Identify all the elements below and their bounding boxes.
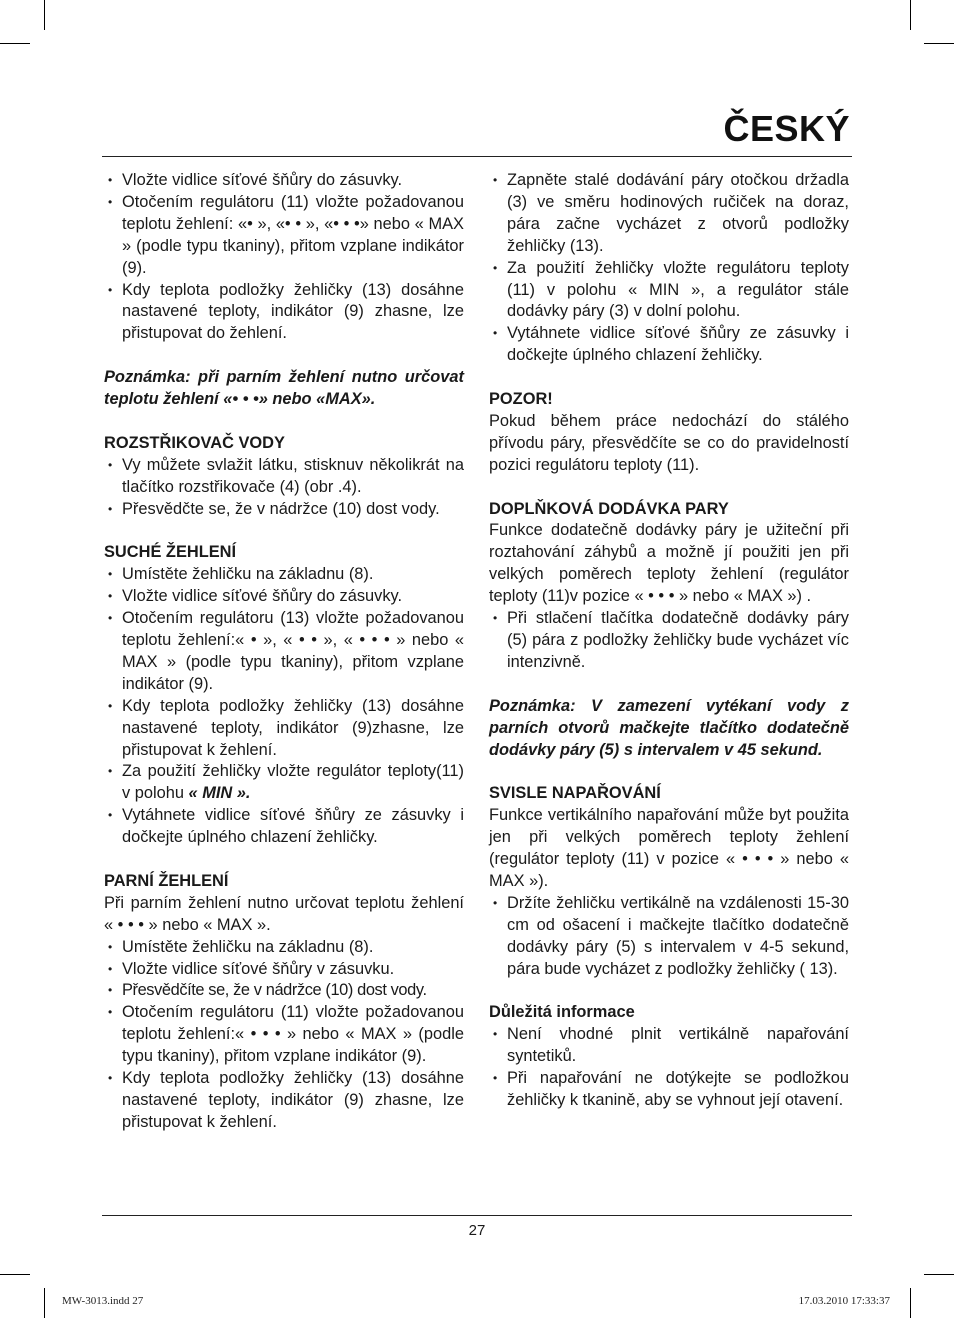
- min-item-bold: « MIN ».: [188, 784, 251, 803]
- list-item: • Otočením regulátoru (13) vložte požadovanou teplotu žehlení:« • », « • • », « • • • » nebo « MAX » (podle typu tkaniny), přitom vzplane indikátor (9).: [104, 608, 464, 696]
- list-item: • Přesvědčte se, že v nádržce (10) dost vody.: [104, 499, 464, 521]
- crop-mark: [910, 1288, 911, 1318]
- list-item: • Otočením regulátoru (11) vložte požadovanou teplotu žehlení:« • • • » nebo « MAX » (podle typu tkaniny), přitom vzplane indikátor (9).: [104, 1002, 464, 1068]
- right-column: [489, 170, 849, 1112]
- list-item: • Za použití žehličky vložte regulátoru teploty (11) v polohu « MIN », a regulátor stále dodávky páry (3) v dolní polohu.: [489, 258, 849, 324]
- list-item: • Kdy teplota podložky žehličky (13) dosáhne nastavené teploty, indikátor (9) zhasne, lze přistupovat k žehlení.: [104, 1068, 464, 1134]
- list-item: • Vložte vidlice síťové šňůry do zásuvky.: [104, 586, 464, 608]
- list-item: • Kdy teplota podložky žehličky (13) dosáhne nastavené teploty, indikátor (9)zhasne, lze přistupovat k žehlení.: [104, 696, 464, 762]
- left-column: [104, 170, 464, 1134]
- list-item: • Otočením regulátoru (11) vložte požadovanou teplotu žehlení: «• », «• • », «• • •» nebo « MAX » (podle typu tkaniny), přitom vzplane indikátor (9).: [104, 192, 464, 280]
- list-item: • Není vhodné plnit vertikálně napařování syntetiků.: [489, 1024, 849, 1068]
- crop-mark: [910, 0, 911, 30]
- steam-intro: Při parním žehlení nutno určovat teplotu žehlení « • • • » nebo « MAX ».: [104, 893, 464, 934]
- page-number: 27: [468, 1222, 486, 1239]
- header-rule: [102, 156, 852, 157]
- list-item: • Přesvědčíte se, že v nádržce (10) dost vody.: [104, 980, 464, 1002]
- page-title: ČESKÝ: [723, 108, 850, 149]
- section-heading-steam: PARNÍ ŽEHLENÍ: [104, 871, 229, 890]
- section-heading-vertical: SVISLE NAPAŘOVÁNÍ: [489, 784, 661, 803]
- list-item: • Držíte žehličku vertikálně na vzdálenosti 15-30 cm od ošacení i mačkejte tlačítko dodatečně dodávky páry (5) s intervalem v 4-5 sekund, pára bude vycházet z podložky žehličky ( 13).: [489, 893, 849, 981]
- list-item: • Při napařování ne dotýkejte se podložkou žehličky k tkanině, aby se vyhnout její otavení.: [489, 1068, 849, 1112]
- sprayer-list: [104, 455, 464, 521]
- crop-mark: [0, 43, 30, 44]
- list-item: • Kdy teplota podložky žehličky (13) dosáhne nastavené teploty, indikátor (9) zhasne, lze přistupovat do žehlení.: [104, 280, 464, 346]
- list-item: [104, 761, 464, 805]
- section-heading-boost: DOPLŇKOVÁ DODÁVKA PARY: [489, 499, 729, 518]
- crop-mark: [0, 1274, 30, 1275]
- list-item: • Vy můžete svlažit látku, stisknuv několikrát na tlačítko rozstřikovače (4) (obr .4).: [104, 455, 464, 499]
- section-heading-important: Důležitá informace: [489, 1003, 635, 1022]
- list-item: • Umístěte žehličku na základnu (8).: [104, 937, 464, 959]
- list-item: • Vložte vidlice síťové šňůry do zásuvky.: [104, 170, 464, 192]
- slug-date: 17.03.2010 17:33:37: [798, 1295, 890, 1307]
- boost-list: [489, 608, 849, 674]
- crop-mark: [44, 1288, 45, 1318]
- crop-mark: [924, 43, 954, 44]
- section-heading-dry: SUCHÉ ŽEHLENÍ: [104, 543, 237, 562]
- crop-mark: [924, 1274, 954, 1275]
- list-item: • Vytáhnete vidlice síťové šňůry ze zásuvky i dočkejte úplného chlazení žehličky.: [104, 805, 464, 849]
- steam-list: [104, 937, 464, 1134]
- slug-file: MW-3013.indd 27: [62, 1295, 144, 1307]
- section-heading-warning: POZOR!: [489, 390, 553, 409]
- section-heading-sprayer: ROZSTŘIKOVAČ VODY: [104, 433, 285, 452]
- note-water: Poznámka: V zamezení vytékaní vody z parních otvorů mačkejte tlačítko dodatečně dodávky páry (5) s intervalem v 45 sekund.: [489, 696, 849, 759]
- dry-list: [104, 564, 464, 849]
- intro-list-right: [489, 170, 849, 367]
- note-steam: Poznámka: při parním žehlení nutno určovat teplotu žehlení «• • •» nebo «MAX».: [104, 368, 464, 409]
- vertical-list: [489, 893, 849, 981]
- boost-text: Funkce dodatečně dodávky páry je užiteční při roztahování záhybů a možně jí použiti jen při velkých poměrech teploty žehlení (regulátor teploty (11)v pozice « • • • » nebo « MAX ») .: [489, 521, 849, 606]
- list-item: • Zapněte stalé dodávání páry otočkou držadla (3) ve směru hodinových ručiček na doraz, pára začne vycházet z otvorů podložky žehličky (13).: [489, 170, 849, 258]
- crop-mark: [44, 0, 45, 30]
- list-item: • Umístěte žehličku na základnu (8).: [104, 564, 464, 586]
- list-item: • Vytáhnete vidlice síťové šňůry ze zásuvky i dočkejte úplného chlazení žehličky.: [489, 323, 849, 367]
- intro-list: [104, 170, 464, 345]
- list-item: • Vložte vidlice síťové šňůry v zásuvku.: [104, 959, 464, 981]
- list-item: • Při stlačení tlačítka dodatečně dodávky páry (5) pára z podložky žehličky bude vycházet víc intenzivně.: [489, 608, 849, 674]
- important-list: [489, 1024, 849, 1112]
- vertical-text: Funkce vertikálního napařování může byt použita jen při velkých poměrech teploty žehlení (regulátor teploty (11) v pozice « • • • » nebo « MAX »).: [489, 806, 849, 890]
- warning-text: Pokud během práce nedochází do stálého přívodu páry, přesvědčíte se co do pravidelností pozici regulátoru teploty (11).: [489, 411, 849, 474]
- footer-rule: [102, 1215, 852, 1216]
- min-item-text: Za použití žehličky vložte regulátor teploty(11) v polohu: [122, 762, 464, 803]
